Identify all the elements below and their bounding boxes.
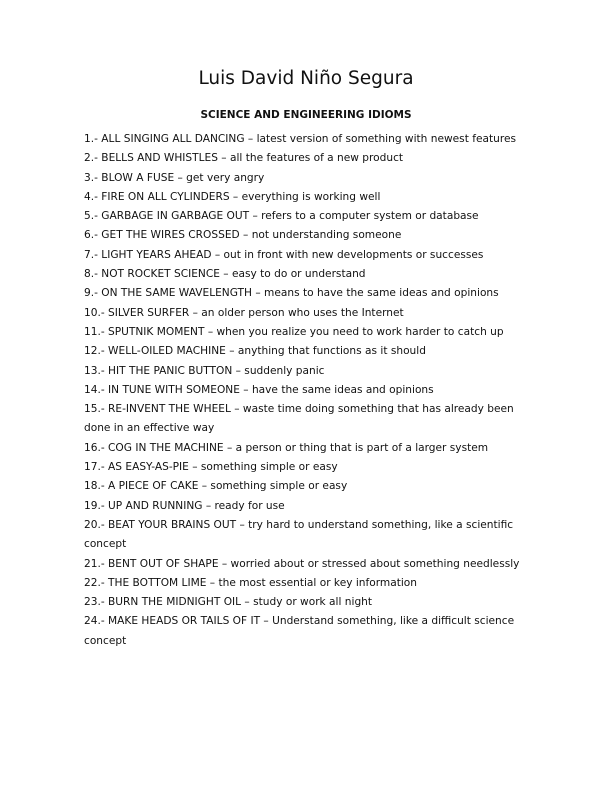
list-item: 3.- BLOW A FUSE – get very angry — [84, 171, 265, 184]
list-item: 11.- SPUTNIK MOMENT – when you realize you need to work harder to catch up — [84, 325, 504, 338]
idiom-list — [84, 130, 524, 651]
list-item: 20.- BEAT YOUR BRAINS OUT – try hard to understand something, like a scientific concept — [84, 518, 514, 551]
document-title: SCIENCE AND ENGINEERING IDIOMS — [200, 109, 412, 121]
list-item: 17.- AS EASY-AS-PIE – something simple or easy — [84, 461, 338, 474]
list-item: 19.- UP AND RUNNING – ready for use — [84, 499, 285, 512]
list-item: 22.- THE BOTTOM LIME – the most essential or key information — [84, 576, 417, 589]
list-item: 18.- A PIECE OF CAKE – something simple or easy — [84, 480, 348, 493]
list-item: 10.- SILVER SURFER – an older person who uses the Internet — [84, 306, 404, 319]
list-item: 14.- IN TUNE WITH SOMEONE – have the same ideas and opinions — [84, 383, 434, 396]
list-item: 8.- NOT ROCKET SCIENCE – easy to do or understand — [84, 268, 366, 281]
list-item: 15.- RE-INVENT THE WHEEL – waste time doing something that has already been done in an effective way — [84, 403, 514, 435]
list-item: 24.- MAKE HEADS OR TAILS OF IT – Understand something, like a difficult science concept — [84, 615, 515, 647]
list-item: 4.- FIRE ON ALL CYLINDERS – everything is working well — [84, 190, 381, 203]
list-item: 9.- ON THE SAME WAVELENGTH – means to have the same ideas and opinions — [84, 287, 499, 300]
list-item: 16.- COG IN THE MACHINE – a person or thing that is part of a larger system — [84, 441, 489, 454]
list-item: 2.- BELLS AND WHISTLES – all the features of a new product — [84, 152, 404, 165]
list-item: 7.- LIGHT YEARS AHEAD – out in front with new developments or successes — [84, 248, 484, 261]
list-item: 23.- BURN THE MIDNIGHT OIL – study or work all night — [84, 596, 373, 609]
list-item: 6.- GET THE WIRES CROSSED – not understanding someone — [84, 229, 402, 242]
list-item: 5.- GARBAGE IN GARBAGE OUT – refers to a computer system or database — [84, 210, 479, 223]
list-item: 21.- BENT OUT OF SHAPE – worried about or stressed about something needlessly — [84, 557, 520, 570]
author-name: Luis David Niño Segura — [198, 68, 414, 89]
list-item: 12.- WELL-OILED MACHINE – anything that functions as it should — [84, 345, 426, 358]
list-item: 13.- HIT THE PANIC BUTTON – suddenly panic — [84, 364, 325, 377]
list-item: 1.- ALL SINGING ALL DANCING – latest version of something with newest features — [84, 133, 516, 145]
